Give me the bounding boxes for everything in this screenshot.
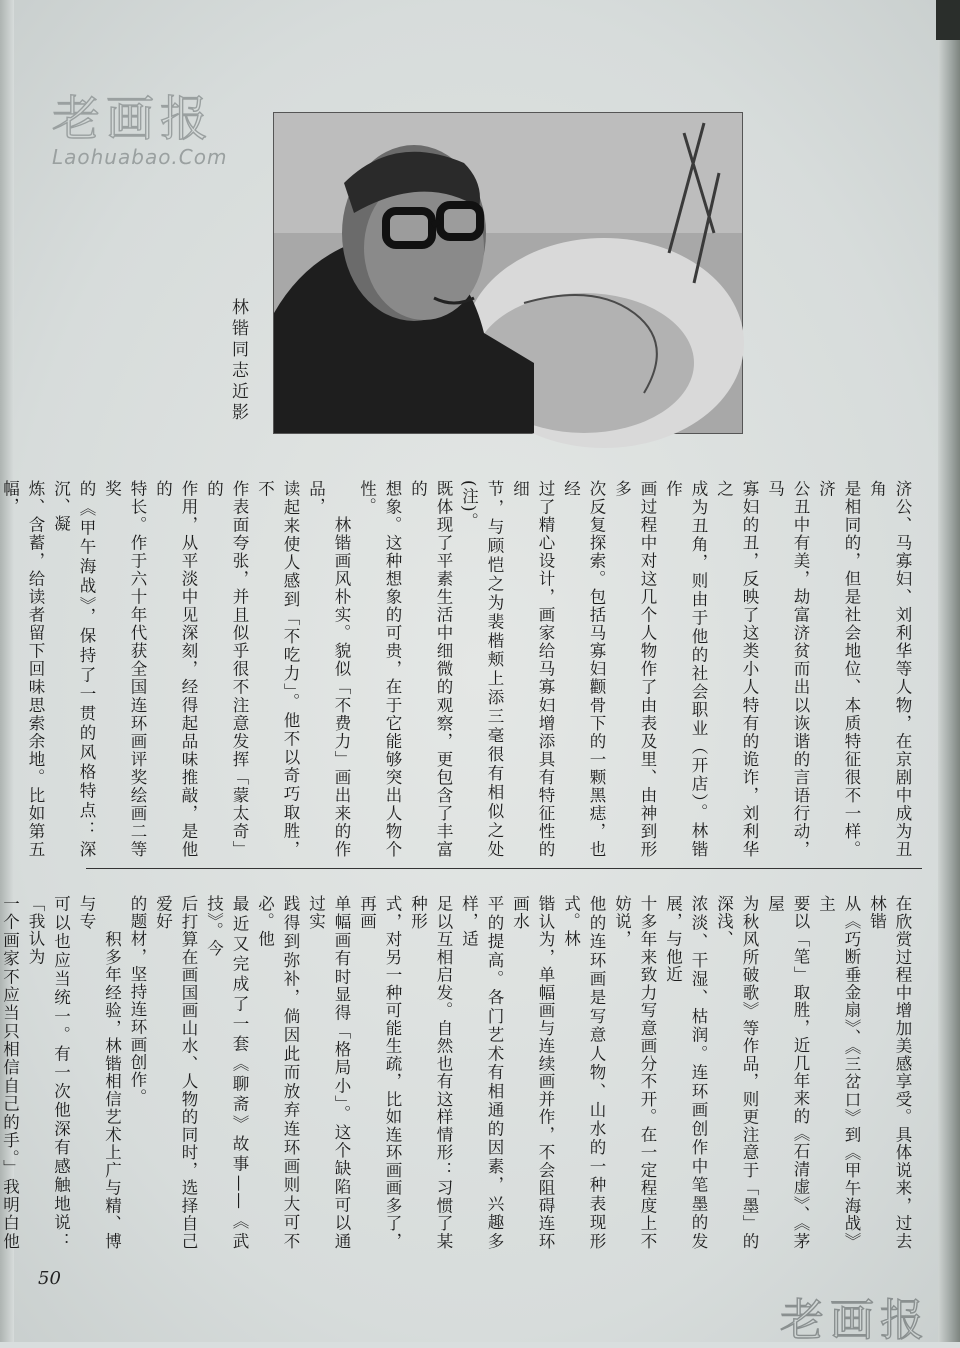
text-column: 特长。作于六十年代获全国连环画评奖绘画二等奖	[102, 480, 147, 858]
article-text-upper	[0, 480, 915, 858]
page-number: 50	[38, 1268, 61, 1289]
text-column: 积多年经验，林锴相信艺术上广与精、博与专	[77, 895, 122, 1250]
text-column: 想象。这种想象的可贵，在于它能够突出人物个性。	[357, 480, 402, 858]
page-corner	[936, 0, 960, 40]
text-column: 锴认为，单幅画与连续画并作，不会阻碍连环画水	[510, 895, 555, 1250]
text-column: 十多年来致力写意画分不开。在一定程度上不妨说，	[612, 895, 657, 1250]
text-column: 的《甲午海战》，保持了一贯的风格特点：深沉、凝	[51, 480, 96, 858]
text-column: 为秋风所破歌》等作品，则更注意于「墨」的深浅、	[714, 895, 759, 1250]
text-column: 践得到弥补，倘因此而放弃连环画则大可不必。他	[255, 895, 300, 1250]
text-column: 平的提高。各门艺术有相通的因素，兴趣多样，适	[459, 895, 504, 1250]
text-column: 一个画家不应当只相信自己的手。」我明白他	[0, 895, 20, 1250]
page-right-edge	[938, 0, 960, 1342]
text-column: 从《巧断垂金扇》、《三岔口》到《甲午海战》主	[816, 895, 861, 1250]
text-column: 炼、含蓄，给读者留下回味思索余地。比如第五幅，	[0, 480, 45, 858]
text-column: 要以「笔」取胜，近几年来的《石清虚》、《茅屋	[765, 895, 810, 1250]
text-column: 浓淡、干湿、枯润。连环画创作中笔墨的发展，与他近	[663, 895, 708, 1250]
text-column: 足以互相启发。自然也有这样情形：习惯了某种形	[408, 895, 453, 1250]
text-column: 成为丑角，则由于他的社会职业（开店）。林锴作	[663, 480, 708, 858]
text-column: 林锴画风朴实。貌似「不费力」画出来的作品，	[306, 480, 351, 858]
text-column: 寡妇的丑，反映了这类小人特有的诡诈，刘利华之	[714, 480, 759, 858]
text-column: 画过程中对这几个人物作了由表及里、由神到形多	[612, 480, 657, 858]
text-column: 在欣赏过程中增加美感享受。具体说来，过去林锴	[867, 895, 912, 1250]
text-column: 公丑中有美，劫富济贫而出以诙谐的言语行动，马	[765, 480, 810, 858]
text-column: 是相同的，但是社会地位、本质特征很不一样。济	[816, 480, 861, 858]
text-column: 次反复探索。包括马寡妇颧骨下的一颗黑痣，也经	[561, 480, 606, 858]
text-column: 的题材，坚持连环画创作。	[128, 895, 147, 1107]
watermark-logo-bottom: 老画报	[780, 1295, 930, 1346]
watermark-logo-text: 老画报	[52, 91, 215, 147]
section-divider	[86, 868, 922, 869]
watermark-url: Laohuabao.Com	[52, 145, 228, 169]
text-column: 节，与顾恺之为裴楷颊上添三毫很有相似之处(注)。	[459, 480, 504, 858]
text-column: 读起来使人感到「不吃力」。他不以奇巧取胜，不	[255, 480, 300, 858]
text-column: 他的连环画是写意人物、山水的一种表现形式。林	[561, 895, 606, 1250]
text-column: 作用，从平淡中见深刻，经得起品味推敲，是他的	[153, 480, 198, 858]
text-column: 过了精心设计，画家给马寡妇增添具有特征性的细	[510, 480, 555, 858]
text-column: 既体现了平素生活中细微的观察，更包含了丰富的	[408, 480, 453, 858]
text-column: 单幅画有时显得「格局小」。这个缺陷可以通过实	[306, 895, 351, 1250]
article-text-lower	[0, 895, 915, 1250]
watermark-logo	[52, 80, 282, 170]
text-column: 后打算在画国画山水、人物的同时，选择自己爱好	[153, 895, 198, 1250]
text-column: 最近又完成了一套《聊斋》故事——《武技》。今	[204, 895, 249, 1250]
portrait-illustration	[274, 113, 742, 433]
photo-caption: 林锴同志近影	[228, 298, 248, 424]
text-column: 式，对另一种可能生疏，比如连环画画多了，再画	[357, 895, 402, 1250]
text-column: 济公、马寡妇、刘利华等人物，在京剧中成为丑角	[867, 480, 912, 858]
text-column: 作表面夸张，并且似乎很不注意发挥「蒙太奇」的	[204, 480, 249, 858]
artist-portrait-photo	[273, 112, 743, 434]
text-column: 可以也应当统一。有一次他深有感触地说：「我认为	[26, 895, 71, 1250]
